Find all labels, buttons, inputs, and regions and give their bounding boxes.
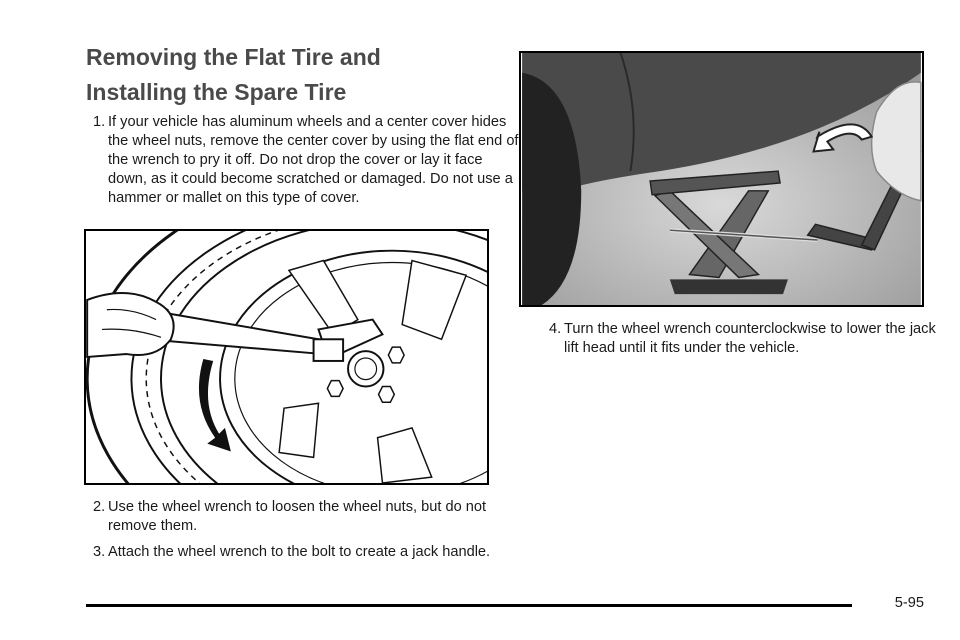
step-2-text: Use the wheel wrench to loosen the wheel nuts, but do not remove them.	[108, 499, 487, 534]
step-1-number: 1.	[93, 114, 106, 130]
jack-drawing	[521, 53, 922, 305]
step-3	[79, 543, 528, 562]
step-1	[79, 113, 524, 208]
section-title-line-2: Installing the Spare Tire	[86, 79, 347, 105]
wheel-nut-illustration	[84, 229, 489, 485]
step-2	[79, 498, 528, 536]
step-4	[535, 320, 954, 358]
wheel-wrench-drawing	[86, 231, 487, 483]
step-3-text: Attach the wheel wrench to the bolt to create a jack handle.	[108, 544, 491, 560]
page-number: 5-95	[894, 595, 924, 611]
step-3-number: 3.	[93, 544, 106, 560]
step-2-number: 2.	[93, 499, 106, 515]
section-title	[86, 40, 486, 110]
step-4-number: 4.	[549, 321, 562, 337]
jack-photo	[519, 51, 924, 307]
section-title-line-1: Removing the Flat Tire and	[86, 44, 381, 70]
footer-rule	[86, 604, 852, 607]
step-4-text: Turn the wheel wrench counterclockwise to lower the jack lift head until it fits under the vehicle.	[564, 321, 936, 356]
step-1-text: If your vehicle has aluminum wheels and a center cover hides the wheel nuts, remove the center cover by using the flat end of the wrench to pry it off. Do not drop the cover or lay it face down, as it could become scratched or damaged. Do not use a hammer or mallet on this type of cover.	[108, 114, 519, 206]
